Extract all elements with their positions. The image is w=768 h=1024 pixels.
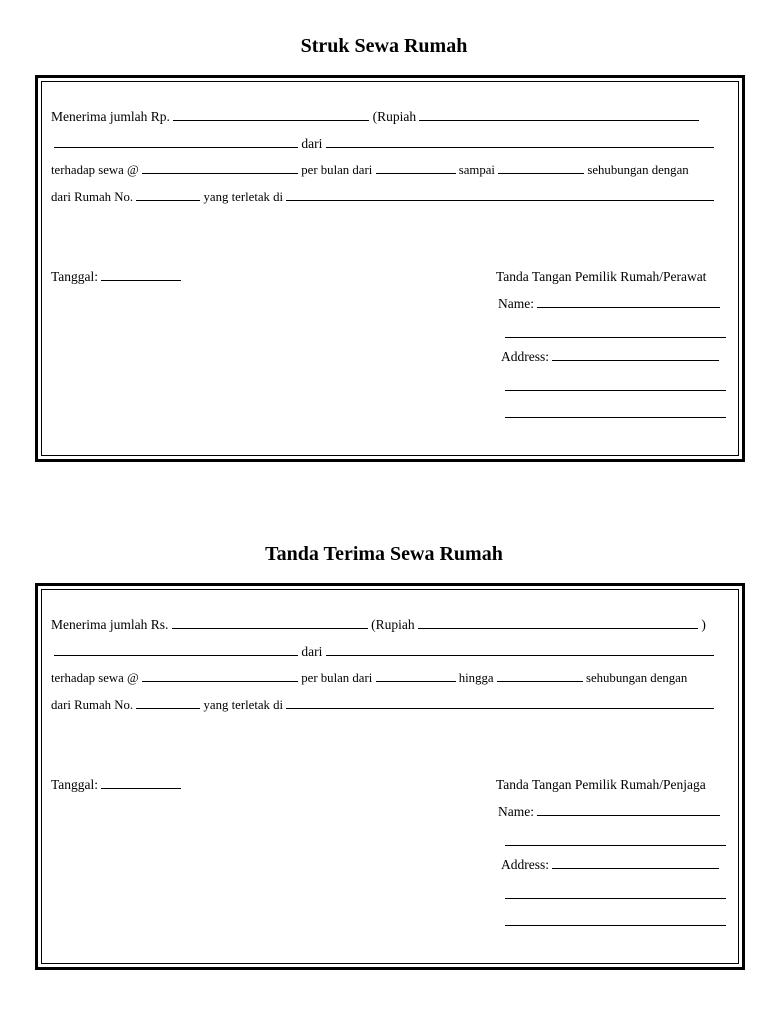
form2-name-label: Name: [498, 804, 534, 819]
form1-amount-field[interactable] [173, 109, 369, 121]
form2-amount-line [51, 617, 706, 633]
form2-signature-label: Tanda Tangan Pemilik Rumah/Penjaga [496, 777, 706, 792]
form2-rupiah-field[interactable] [418, 617, 698, 629]
form1-address-line-3[interactable] [505, 417, 726, 418]
form2-amount-label: Menerima jumlah Rs. [51, 617, 169, 632]
form2-address-line-2[interactable] [505, 898, 726, 899]
form2-from-label: dari [301, 644, 323, 659]
form2-address-label: Address: [501, 857, 549, 872]
form2-rent-line [51, 670, 687, 686]
form2-address-field[interactable] [552, 857, 719, 869]
form1-date [51, 269, 181, 285]
form1-date-label: Tanggal: [51, 269, 99, 284]
form2-from-pre-field[interactable] [54, 644, 298, 656]
form2-rent-field[interactable] [142, 670, 298, 682]
form1-per-month-label: per bulan dari [301, 163, 373, 177]
form2-date-label: Tanggal: [51, 777, 99, 792]
form2-from-field[interactable] [326, 644, 714, 656]
form1-name-field[interactable] [537, 296, 720, 308]
form2-location-field[interactable] [286, 697, 714, 709]
form1-name-row [498, 296, 720, 312]
form2-name-row [498, 804, 720, 820]
form1-house-line [51, 189, 714, 205]
form2-name-extra-line[interactable] [505, 845, 726, 846]
form2-amount-field[interactable] [172, 617, 368, 629]
form1-amount-label: Menerima jumlah Rp. [51, 109, 170, 124]
form2-name-field[interactable] [537, 804, 720, 816]
form2-house-no-field[interactable] [136, 697, 200, 709]
form2-address-row [501, 857, 719, 873]
form2-regarding-label: sehubungan dengan [585, 671, 688, 685]
form1-until-label: sampai [458, 163, 495, 177]
form2-rent-label: terhadap sewa @ [51, 671, 139, 685]
form1-address-row [501, 349, 719, 365]
form2-date-field[interactable] [101, 777, 181, 789]
form1-name-label: Name: [498, 296, 534, 311]
form1-address-line-2[interactable] [505, 390, 726, 391]
form2-title: Tanda Terima Sewa Rumah [265, 543, 503, 565]
form1-start-field[interactable] [376, 162, 456, 174]
form1-house-no-label: dari Rumah No. [51, 190, 134, 204]
form1-location-field[interactable] [286, 189, 714, 201]
form1-house-no-field[interactable] [136, 189, 200, 201]
form1-rent-label: terhadap sewa @ [51, 163, 139, 177]
form1-located-label: yang terletak di [203, 190, 284, 204]
form1-rupiah-label: (Rupiah [372, 109, 417, 124]
form1-end-field[interactable] [498, 162, 584, 174]
form2-rupiah-label: (Rupiah [371, 617, 415, 632]
form1-date-field[interactable] [101, 269, 181, 281]
form2-end-field[interactable] [497, 670, 583, 682]
form1-rent-field[interactable] [142, 162, 298, 174]
form1-from-field[interactable] [326, 136, 714, 148]
form1-rent-line [51, 162, 689, 178]
form1-from-line [51, 136, 714, 152]
form2-date [51, 777, 181, 793]
form2-until-label: hingga [458, 671, 494, 685]
form1-from-pre-field[interactable] [54, 136, 298, 148]
form2-start-field[interactable] [376, 670, 456, 682]
form1-name-extra-line[interactable] [505, 337, 726, 338]
form2-house-no-label: dari Rumah No. [51, 698, 134, 712]
form1-address-field[interactable] [552, 349, 719, 361]
form2-address-line-3[interactable] [505, 925, 726, 926]
form2-house-line [51, 697, 714, 713]
form2-from-line [51, 644, 714, 660]
form1-amount-line [51, 109, 699, 125]
form1-title: Struk Sewa Rumah [300, 35, 468, 57]
form1-rupiah-field[interactable] [419, 109, 699, 121]
form1-regarding-label: sehubungan dengan [587, 163, 689, 177]
form2-located-label: yang terletak di [203, 698, 284, 712]
form1-from-label: dari [301, 136, 323, 151]
form1-address-label: Address: [501, 349, 549, 364]
form1-signature-label: Tanda Tangan Pemilik Rumah/Perawat [496, 269, 707, 284]
form2-per-month-label: per bulan dari [301, 671, 373, 685]
form2-rupiah-close: ) [701, 617, 706, 632]
